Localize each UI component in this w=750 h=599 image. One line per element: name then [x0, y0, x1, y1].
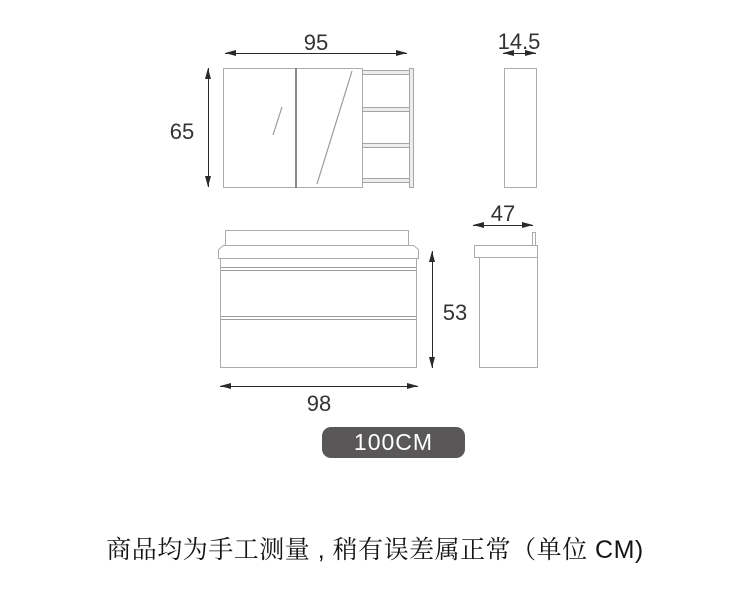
open-shelf-bar [362, 70, 410, 75]
mirror-side-outline [504, 68, 537, 188]
mirror-width-label: 95 [303, 30, 329, 55]
mirror-height-arrow [208, 68, 209, 187]
measurement-disclaimer: 商品均为手工测量 , 稍有误差属正常（单位 CM) [106, 536, 644, 564]
vanity-countertop-outline [218, 245, 419, 259]
open-shelf-bar [362, 107, 410, 112]
vanity-body-outline [220, 258, 417, 368]
vanity-depth-arrow [473, 225, 533, 226]
vanity-depth-label: 47 [490, 201, 516, 226]
mirror-width-arrow [225, 53, 407, 54]
vanity-side-body-outline [479, 257, 538, 368]
drawer-divider-line [221, 267, 416, 271]
open-shelf-bar [362, 143, 410, 148]
vanity-height-arrow [432, 251, 433, 368]
mirror-depth-arrow [503, 53, 536, 54]
mirror-height-label: 65 [169, 119, 195, 144]
drawer-divider-line [221, 316, 416, 320]
vanity-height-label: 53 [442, 300, 468, 325]
vanity-width-label: 98 [306, 391, 332, 416]
vanity-basin-rim-outline [225, 230, 409, 246]
open-shelf-bar [362, 178, 410, 183]
mirror-depth-label: 14.5 [497, 29, 541, 54]
open-shelf-side-post [409, 68, 414, 188]
mirror-reflection-marks [223, 68, 363, 188]
size-badge: 100CM [322, 427, 465, 458]
vanity-width-arrow [220, 386, 418, 387]
